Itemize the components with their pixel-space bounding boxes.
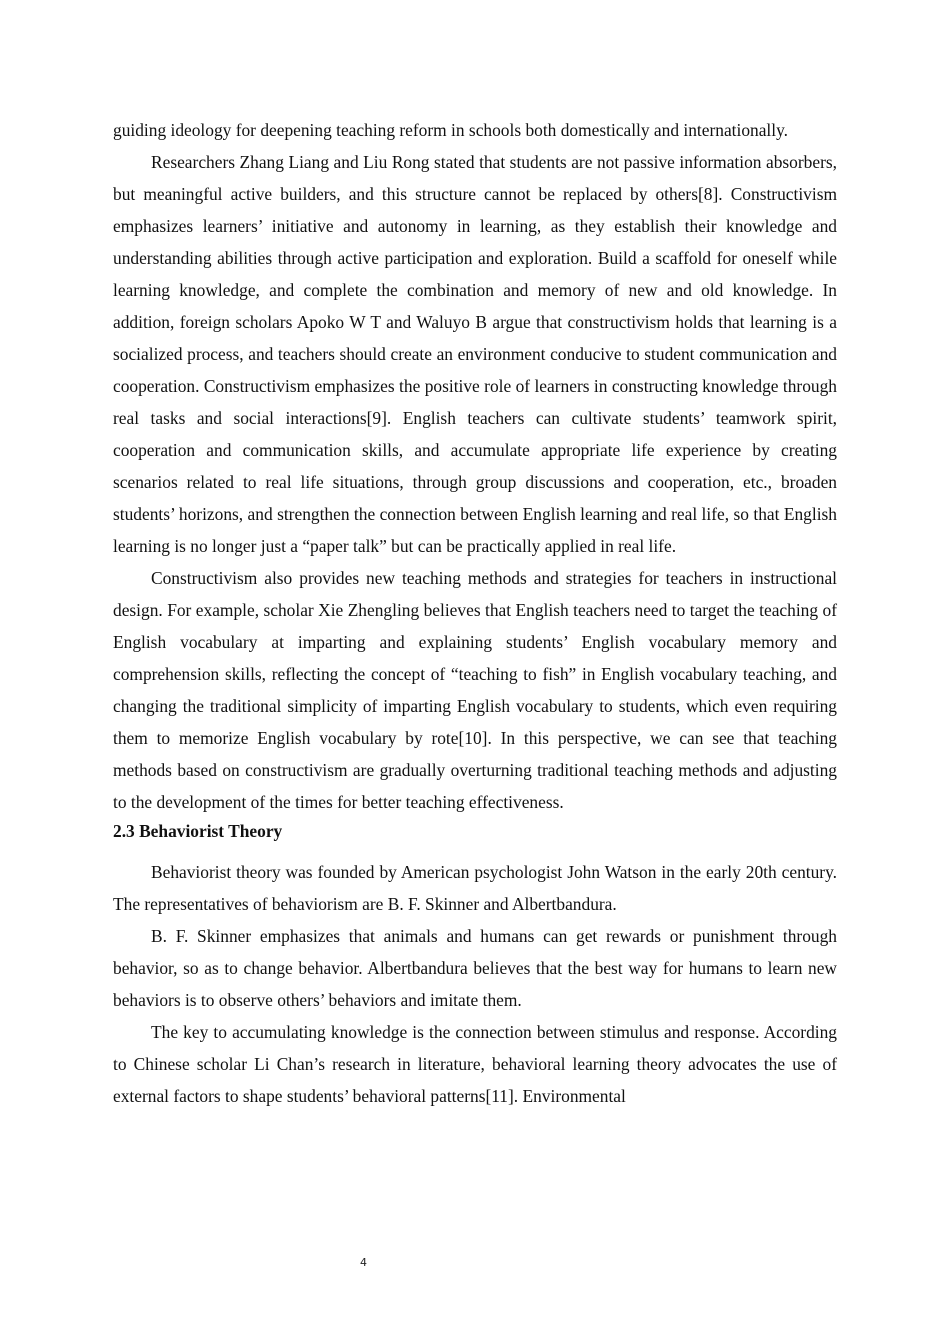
section-heading: 2.3 Behaviorist Theory [113,821,283,841]
page-body [113,114,837,1112]
page-number: 4 [360,1256,367,1269]
paragraph-stimulus-response: The key to accumulating knowledge is the connection between stimulus and response. According to Chinese scholar Li Chan’s research in literature, behavioral learning theory advocates the use of external factors to shape students’ behavioral patterns[11]. Environmental [113,1022,837,1106]
paragraph-constructivism-methods: Constructivism also provides new teaching methods and strategies for teachers in instructional design. For example, scholar Xie Zhengling believes that English teachers need to target the teaching of English vocabulary at imparting and explaining students’ English vocabulary memory and comprehension skills, reflecting the concept of “teaching to fish” in English vocabulary teaching, and changing the traditional simplicity of imparting English vocabulary to students, which even requiring them to memorize English vocabulary by rote[10]. In this perspective, we can see that teaching methods based on constructivism are gradually overturning traditional teaching methods and adjusting to the development of the times for better teaching effectiveness. [113,568,837,812]
paragraph-continuation: guiding ideology for deepening teaching reform in schools both domestically and internationally. [113,120,789,140]
paragraph-skinner-bandura: B. F. Skinner emphasizes that animals and humans can get rewards or punishment through behavior, so as to change behavior. Albertbandura believes that the best way for humans to learn new behaviors is to observe others’ behaviors and imitate them. [113,926,837,1010]
paragraph-constructivism-researchers: Researchers Zhang Liang and Liu Rong stated that students are not passive information absorbers, but meaningful active builders, and this structure cannot be replaced by others[8]. Constructivism emphasizes learners’ initiative and autonomy in learning, as they establish their knowledge and understanding abilities through active participation and exploration. Build a scaffold for oneself while learning knowledge, and complete the combination and memory of new and old knowledge. In addition, foreign scholars Apoko W T and Waluyo B argue that constructivism holds that learning is a socialized process, and teachers should create an environment conducive to student communication and cooperation. Constructivism emphasizes the positive role of learners in constructing knowledge through real tasks and social interactions[9]. English teachers can cultivate students’ teamwork spirit, cooperation and communication skills, and accumulate appropriate life experience by creating scenarios related to real life situations, through group discussions and cooperation, etc., broaden students’ horizons, and strengthen the connection between English learning and real life, so that English learning is no longer just a “paper talk” but can be practically applied in real life. [113,152,837,556]
paragraph-behaviorist-origin: Behaviorist theory was founded by American psychologist John Watson in the early 20th century. The representatives of behaviorism are B. F. Skinner and Albertbandura. [113,862,837,914]
